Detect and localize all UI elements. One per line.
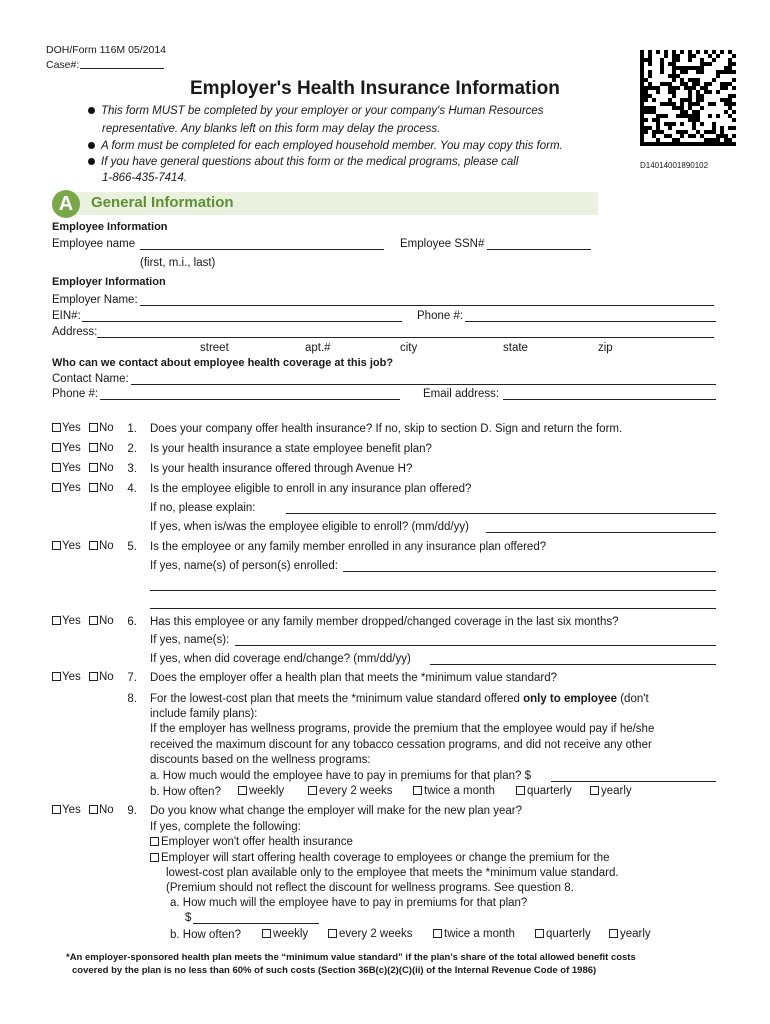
q8-yearly-checkbox[interactable]: yearly (590, 786, 632, 798)
addr-street: street (200, 342, 229, 354)
q2-number: 2. (127, 443, 137, 455)
q9-number: 9. (127, 805, 137, 817)
q7-number: 7. (127, 672, 137, 684)
q5-names-input[interactable] (343, 571, 716, 572)
q5-text: Is the employee or any family member enrolled in any insurance plan offered? (150, 541, 547, 553)
q8-number: 8. (127, 693, 137, 705)
contact-phone-input[interactable] (100, 399, 400, 400)
q1-yes-checkbox[interactable]: Yes (52, 423, 81, 435)
bullet-icon (88, 158, 95, 165)
q7-text: Does the employer offer a health plan that meets the *minimum value standard? (150, 672, 557, 684)
instruction-3b: 1-866-435-7414. (102, 172, 188, 184)
contact-name-label: Contact Name: (52, 373, 129, 385)
instruction-1: This form MUST be completed by your employer or your company's Human Resources (88, 106, 544, 118)
q3-text: Is your health insurance offered through Avenue H? (150, 463, 413, 475)
case-input[interactable] (80, 68, 164, 69)
employer-phone-label: Phone #: (417, 310, 464, 322)
q6-date-input[interactable] (430, 664, 716, 665)
q1-no-checkbox[interactable]: No (89, 423, 114, 435)
q8-line-3: If the employer has wellness programs, provide the premium that the employee would pay if he/she (150, 723, 655, 735)
footnote-line-1: *An employer-sponsored health plan meets the “minimum value standard” if the plan’s share of the total allowed benefit costs (66, 952, 636, 963)
q7-yes-checkbox[interactable]: Yes (52, 672, 81, 684)
q9-line-2: If yes, complete the following: (150, 821, 301, 833)
employee-name-label: Employee name (52, 238, 136, 250)
q9-option-start-offering[interactable]: Employer will start offering health coverage to employees or change the premium for the (150, 853, 610, 865)
q5-no-checkbox[interactable]: No (89, 541, 114, 553)
employer-name-input[interactable] (140, 305, 714, 306)
q4-no-explain-label: If no, please explain: (150, 502, 256, 514)
footnote-line-2: covered by the plan is no less than 60% of such costs (Section 36B(c)(2)(C)(ii) of the Internal Revenue Code of 1986) (72, 965, 597, 976)
q9-dollar: $ (185, 912, 192, 924)
q9-line-4: lowest-cost plan available only to the employee that meets the *minimum value standard. (166, 867, 619, 879)
q8-weekly-checkbox[interactable]: weekly (238, 786, 284, 798)
form-id: DOH/Form 116M 05/2014 (46, 44, 167, 56)
instruction-3: If you have general questions about this form or the medical programs, please call (88, 157, 518, 169)
q3-yes-checkbox[interactable]: Yes (52, 463, 81, 475)
q8-line-5: discounts based on the wellness programs: (150, 754, 371, 766)
q1-text: Does your company offer health insurance? If no, skip to section D. Sign and return the form. (150, 423, 623, 435)
employer-phone-input[interactable] (465, 321, 716, 322)
q4-number: 4. (127, 483, 137, 495)
q8-premium-input[interactable] (551, 781, 716, 782)
section-letter: A (52, 190, 80, 218)
ein-label: EIN#: (52, 310, 81, 322)
q2-no-checkbox[interactable]: No (89, 443, 114, 455)
q8-quarterly-checkbox[interactable]: quarterly (516, 786, 572, 798)
addr-zip: zip (598, 342, 613, 354)
q7-no-checkbox[interactable]: No (89, 672, 114, 684)
ein-input[interactable] (82, 321, 402, 322)
employee-ssn-label: Employee SSN# (400, 238, 485, 250)
q1-number: 1. (127, 423, 137, 435)
q6-yes-checkbox[interactable]: Yes (52, 616, 81, 628)
q8-b-label: b. How often? (150, 786, 221, 798)
addr-state: state (503, 342, 528, 354)
q3-no-checkbox[interactable]: No (89, 463, 114, 475)
q5-names-line-2[interactable] (150, 590, 716, 591)
q9-line-5: (Premium should not reflect the discount for wellness programs. See question 8. (166, 882, 574, 894)
instruction-2: A form must be completed for each employed household member. You may copy this form. (88, 141, 563, 153)
bullet-icon (88, 142, 95, 149)
q9-premium-input[interactable] (193, 923, 319, 924)
addr-apt: apt.# (305, 342, 331, 354)
q4-date-input[interactable] (486, 532, 716, 533)
q9-b-label: b. How often? (170, 929, 241, 941)
q8-line-2: include family plans): (150, 708, 258, 720)
q6-text: Has this employee or any family member dropped/changed coverage in the last six months? (150, 616, 619, 628)
employee-name-input[interactable] (140, 249, 384, 250)
datamatrix-barcode (640, 50, 736, 146)
q9-a-label: a. How much will the employee have to pay in premiums for that plan? (170, 897, 528, 909)
address-input[interactable] (97, 337, 714, 338)
q6-names-label: If yes, name(s): (150, 634, 230, 646)
email-label: Email address: (423, 388, 500, 400)
instruction-1b: representative. Any blanks left on this form may delay the process. (102, 123, 441, 135)
employer-name-label: Employer Name: (52, 294, 138, 306)
employee-heading: Employee Information (52, 221, 168, 233)
addr-city: city (400, 342, 418, 354)
page-title: Employer's Health Insurance Information (190, 78, 560, 99)
q2-text: Is your health insurance a state employee benefit plan? (150, 443, 432, 455)
q5-names-label: If yes, name(s) of person(s) enrolled: (150, 560, 338, 572)
barcode-text: D14014001890102 (640, 161, 709, 170)
q8-a-label: a. How much would the employee have to pay in premiums for that plan? $ (150, 770, 531, 782)
q4-yes-checkbox[interactable]: Yes (52, 483, 81, 495)
q4-text: Is the employee eligible to enroll in any insurance plan offered? (150, 483, 472, 495)
q6-names-input[interactable] (235, 645, 716, 646)
bullet-icon (88, 107, 95, 114)
q9-yearly-checkbox[interactable]: yearly (609, 929, 651, 941)
contact-phone-label: Phone #: (52, 388, 99, 400)
employee-name-hint: (first, m.i., last) (140, 257, 216, 269)
case-label: Case#: (46, 59, 80, 71)
email-input[interactable] (503, 399, 716, 400)
q4-no-checkbox[interactable]: No (89, 483, 114, 495)
q9-option-no-insurance[interactable]: Employer won't offer health insurance (150, 837, 353, 849)
q9-yes-checkbox[interactable]: Yes (52, 805, 81, 817)
employee-ssn-input[interactable] (487, 249, 591, 250)
q8-twicemonth-checkbox[interactable]: twice a month (413, 786, 495, 798)
contact-name-input[interactable] (131, 384, 716, 385)
contact-heading: Who can we contact about employee health coverage at this job? (52, 357, 394, 369)
q8-line-4: received the maximum discount for any tobacco cessation programs, and did not receive any other (150, 739, 652, 751)
q6-date-label: If yes, when did coverage end/change? (mm/dd/yy) (150, 653, 411, 665)
q6-number: 6. (127, 616, 137, 628)
q9-quarterly-checkbox[interactable]: quarterly (535, 929, 591, 941)
q4-date-label: If yes, when is/was the employee eligible to enroll? (mm/dd/yy) (150, 521, 469, 533)
q4-explain-input[interactable] (286, 513, 716, 514)
q8-line-1: For the lowest-cost plan that meets the *minimum value standard offered only to employee (don't (150, 693, 649, 705)
q9-every2weeks-checkbox[interactable]: every 2 weeks (328, 929, 413, 941)
q5-names-line-3[interactable] (150, 608, 716, 609)
q9-weekly-checkbox[interactable]: weekly (262, 929, 308, 941)
address-label: Address: (52, 326, 98, 338)
q9-text: Do you know what change the employer will make for the new plan year? (150, 805, 523, 817)
q9-twicemonth-checkbox[interactable]: twice a month (433, 929, 515, 941)
q6-no-checkbox[interactable]: No (89, 616, 114, 628)
section-title: General Information (91, 194, 234, 211)
q5-yes-checkbox[interactable]: Yes (52, 541, 81, 553)
q8-every2weeks-checkbox[interactable]: every 2 weeks (308, 786, 393, 798)
q3-number: 3. (127, 463, 137, 475)
q2-yes-checkbox[interactable]: Yes (52, 443, 81, 455)
q9-no-checkbox[interactable]: No (89, 805, 114, 817)
q5-number: 5. (127, 541, 137, 553)
employer-heading: Employer Information (52, 276, 166, 288)
